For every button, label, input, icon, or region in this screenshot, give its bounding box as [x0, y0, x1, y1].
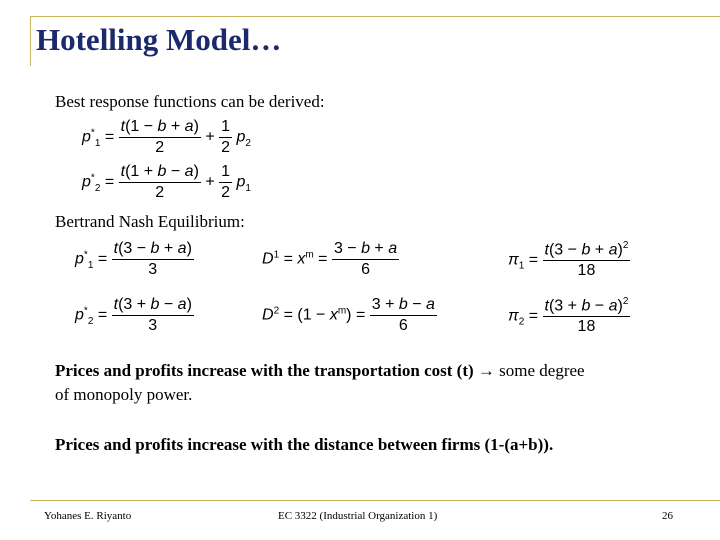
- eq-price-p1: $p^*_1$ = $\frac{t(3 - b + a)}{3}$: [75, 240, 192, 278]
- footer-page-number: 26: [662, 510, 673, 522]
- point-distance: Prices and profits increase with the distance between firms (1-(a+b)).: [55, 435, 554, 454]
- bertrand-text: Bertrand Nash Equilibrium:: [55, 212, 245, 231]
- point1-line2: of monopoly power.: [55, 385, 193, 404]
- eq-profit-pi2: $\pi_2$ = $\frac{t(3 + b - a)^2}{18}$: [508, 296, 629, 336]
- eq-price-p2: $p^*_2$ = $\frac{t(3 + b - a)}{3}$: [75, 296, 192, 334]
- frame-left-line: [30, 16, 31, 66]
- frame-bottom-line: [30, 500, 720, 501]
- eq-demand-d1: $D^1 = x^m$ = $\frac{3 - b + a}{6}$: [262, 240, 398, 278]
- footer-course: EC 3322 (Industrial Organization 1): [278, 510, 438, 522]
- slide-title: Hotelling Model…: [36, 22, 282, 57]
- footer-author: Yohanes E. Riyanto: [44, 510, 132, 522]
- point1-text: Prices and profits increase with the transportation cost (t): [55, 361, 474, 380]
- best-response-p1: $p^*_1$ = $\frac{t(1 - b + a)}{2}$ + $\frac{1}{2}$ $p_2$: [82, 118, 251, 156]
- point1-tail: some degree: [499, 361, 585, 380]
- frame-top-line: [30, 16, 720, 17]
- eq-demand-d2: $D^2 = (1 - x^m)$ = $\frac{3 + b - a}{6}$: [262, 296, 435, 334]
- intro-text: Best response functions can be derived:: [55, 92, 325, 111]
- point-transport-cost: [55, 361, 695, 381]
- eq-profit-pi1: $\pi_1$ = $\frac{t(3 - b + a)^2}{18}$: [508, 240, 629, 280]
- best-response-p2: $p^*_2$ = $\frac{t(1 + b - a)}{2}$ + $\frac{1}{2}$ $p_1$: [82, 163, 251, 201]
- arrow-icon: →: [477, 361, 495, 380]
